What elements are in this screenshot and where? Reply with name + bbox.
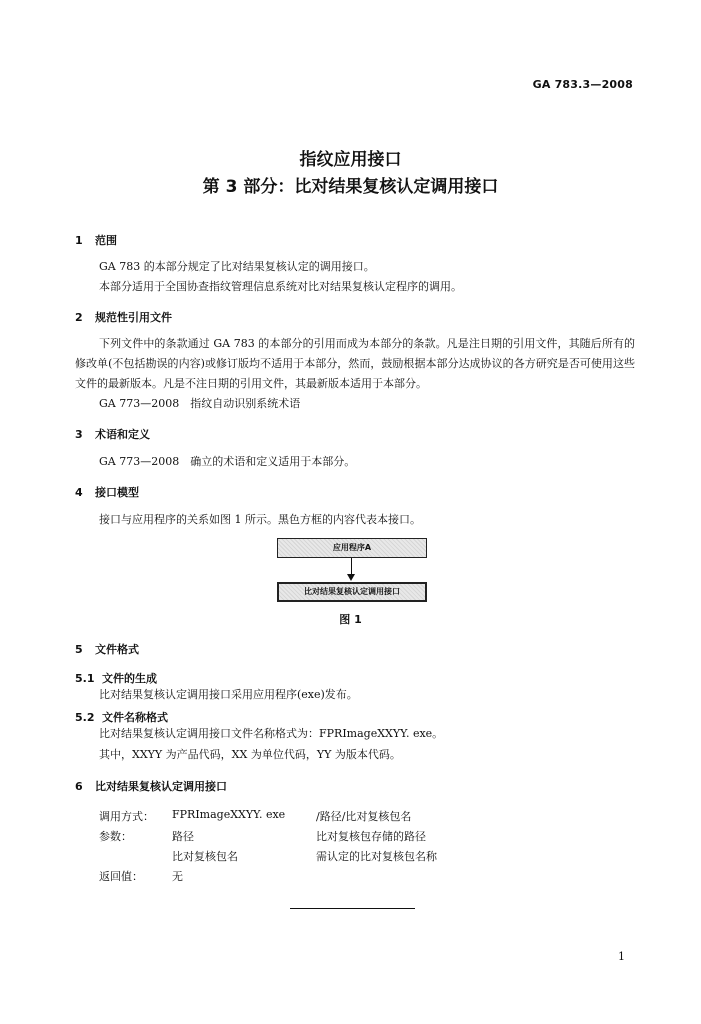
interface-row-description: 需认定的比对复核包名称 (316, 850, 437, 863)
section-1-line-2: 本部分适用于全国协查指纹管理信息系统对比对结果复核认定程序的调用。 (99, 280, 462, 293)
section-3-heading (75, 426, 150, 442)
section-number: 5.1 (75, 672, 95, 685)
interface-row-label: 调用方式： (99, 810, 154, 823)
application-box: 应用程序A (277, 538, 427, 558)
section-5-1-heading (75, 670, 157, 686)
interface-box: 比对结果复核认定调用接口 (277, 582, 427, 602)
section-title: 规范性引用文件 (95, 311, 172, 324)
section-title: 比对结果复核认定调用接口 (95, 780, 227, 793)
section-5-2-heading (75, 709, 168, 725)
end-rule (290, 908, 415, 909)
interface-row-description: /路径/比对复核包名 (316, 810, 412, 823)
section-4-heading (75, 484, 139, 500)
section-title: 术语和定义 (95, 428, 150, 441)
section-5-heading (75, 641, 139, 657)
interface-row-value: FPRImageXXYY. exe (172, 808, 286, 821)
standard-code: GA 783.3—2008 (532, 78, 633, 91)
section-number: 3 (75, 428, 83, 441)
section-number: 6 (75, 780, 83, 793)
section-number: 2 (75, 311, 83, 324)
section-4-line: 接口与应用程序的关系如图 1 所示。黑色方框的内容代表本接口。 (99, 513, 421, 526)
section-2-heading (75, 309, 172, 325)
interface-row-label: 参数： (99, 830, 132, 843)
normative-reference: GA 773—2008 指纹自动识别系统术语 (99, 397, 301, 410)
interface-row-label: 返回值： (99, 870, 143, 883)
section-6-heading (75, 778, 227, 794)
section-1-heading (75, 232, 117, 248)
interface-row-value: 路径 (172, 830, 194, 843)
arrow-down-icon (347, 574, 355, 581)
section-title: 文件的生成 (102, 672, 157, 685)
interface-row-value: 无 (172, 870, 183, 883)
section-number: 4 (75, 486, 83, 499)
section-2-paragraph: 下列文件中的条款通过 GA 783 的本部分的引用而成为本部分的条款。凡是注日期的引用文件，其随后所有的修改单(不包括勘误的内容)或修订版均不适用于本部分，然而，鼓励根据本部分达成协议的各方研究是否可使用这些文件的最新版本。凡是不注日期的引用文件，其最新版本适用于本部分。 (75, 337, 635, 390)
section-title: 文件格式 (95, 643, 139, 656)
figure-caption: 图 1 (339, 613, 362, 626)
section-1-line-1: GA 783 的本部分规定了比对结果复核认定的调用接口。 (99, 260, 375, 273)
section-title: 文件名称格式 (102, 711, 168, 724)
interface-row-value: 比对复核包名 (172, 850, 238, 863)
section-number: 5 (75, 643, 83, 656)
section-number: 5.2 (75, 711, 95, 724)
document-title: 指纹应用接口 (299, 150, 402, 170)
section-5-2-line-1: 比对结果复核认定调用接口文件名称格式为：FPRImageXXYY. exe。 (99, 727, 444, 740)
section-title: 接口模型 (95, 486, 139, 499)
interface-row-description: 比对复核包存储的路径 (316, 830, 426, 843)
section-number: 1 (75, 234, 83, 247)
section-3-line: GA 773—2008 确立的术语和定义适用于本部分。 (99, 455, 356, 468)
section-5-1-line: 比对结果复核认定调用接口采用应用程序(exe)发布。 (99, 688, 358, 701)
document-subtitle: 第 3 部分：比对结果复核认定调用接口 (202, 177, 499, 197)
page-number: 1 (618, 950, 625, 963)
interface-model-diagram (277, 538, 427, 604)
section-5-2-line-2: 其中，XXYY 为产品代码，XX 为单位代码，YY 为版本代码。 (99, 748, 401, 761)
section-title: 范围 (95, 234, 117, 247)
